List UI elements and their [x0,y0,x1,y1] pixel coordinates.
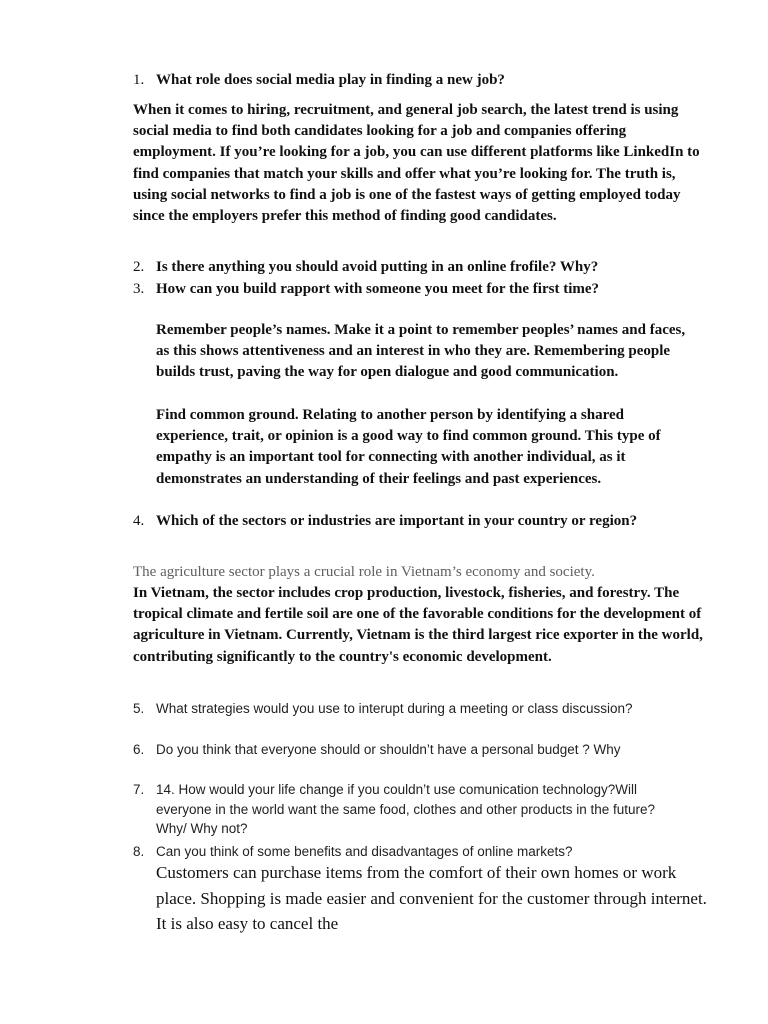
question-text: How can you build rapport with someone you meet for the first time? [156,281,600,297]
answer-3-paragraph-2: Find common ground. Relating to another person by identifying a shared experience, trait, or opinion is a good way to find common ground. This type of empathy is an important tool for connecting with another individual, as it demonstrates an understanding of their feelings and past experiences. [156,407,661,487]
question-text: 14. How would your life change if you couldn’t use comunication technology?Will everyone in the world want the same food, clothes and other products in the future? Why/ Why not? [156,782,656,836]
question-number: 3. [133,281,145,297]
answer-3-paragraph-1: Remember people’s names. Make it a point to remember peoples’ names and faces, as this shows attentiveness and an interest in who they are. Remembering people builds trust, paving the way for open dialogue and good communication. [156,322,686,381]
answer-4-body: In Vietnam, the sector includes crop production, livestock, fisheries, and forestry. The tropical climate and fertile soil are one of the favorable conditions for the development of agriculture in Vietnam. Currently, Vietnam is the third largest rice exporter in the world, contributing significantly to the country's economic development. [133,585,703,665]
question-text: What strategies would you use to interupt during a meeting or class discussion? [156,701,633,716]
question-number: 7. [133,782,145,797]
question-number: 1. [133,72,145,88]
question-number: 5. [133,701,145,716]
question-text: What role does social media play in finding a new job? [156,72,505,88]
question-text: Can you think of some benefits and disadvantages of online markets? [156,844,573,859]
question-text: Do you think that everyone should or shouldn’t have a personal budget ? Why [156,742,621,757]
question-number: 2. [133,259,145,275]
question-number: 4. [133,513,145,529]
question-text: Which of the sectors or industries are important in your country or region? [156,513,638,529]
answer-4-lead: The agriculture sector plays a crucial role in Vietnam’s economy and society. [133,564,595,580]
question-number: 6. [133,742,145,757]
answer-1: When it comes to hiring, recruitment, and general job search, the latest trend is using social media to find both candidates looking for a job and companies offering employment. If you’re looking for a job, you can use different platforms like LinkedIn to find companies that match your skills and offer what you’re looking for. The truth is, using social networks to find a job is one of the fastest ways of getting employed today since the employers prefer this method of finding good candidates. [133,102,700,225]
answer-8: Customers can purchase items from the comfort of their own homes or work place. Shopping is made easier and convenient for the customer through internet. It is also easy to cancel the [156,863,707,933]
question-text: Is there anything you should avoid putting in an online frofile? Why? [156,259,599,275]
question-number: 8. [133,844,145,859]
